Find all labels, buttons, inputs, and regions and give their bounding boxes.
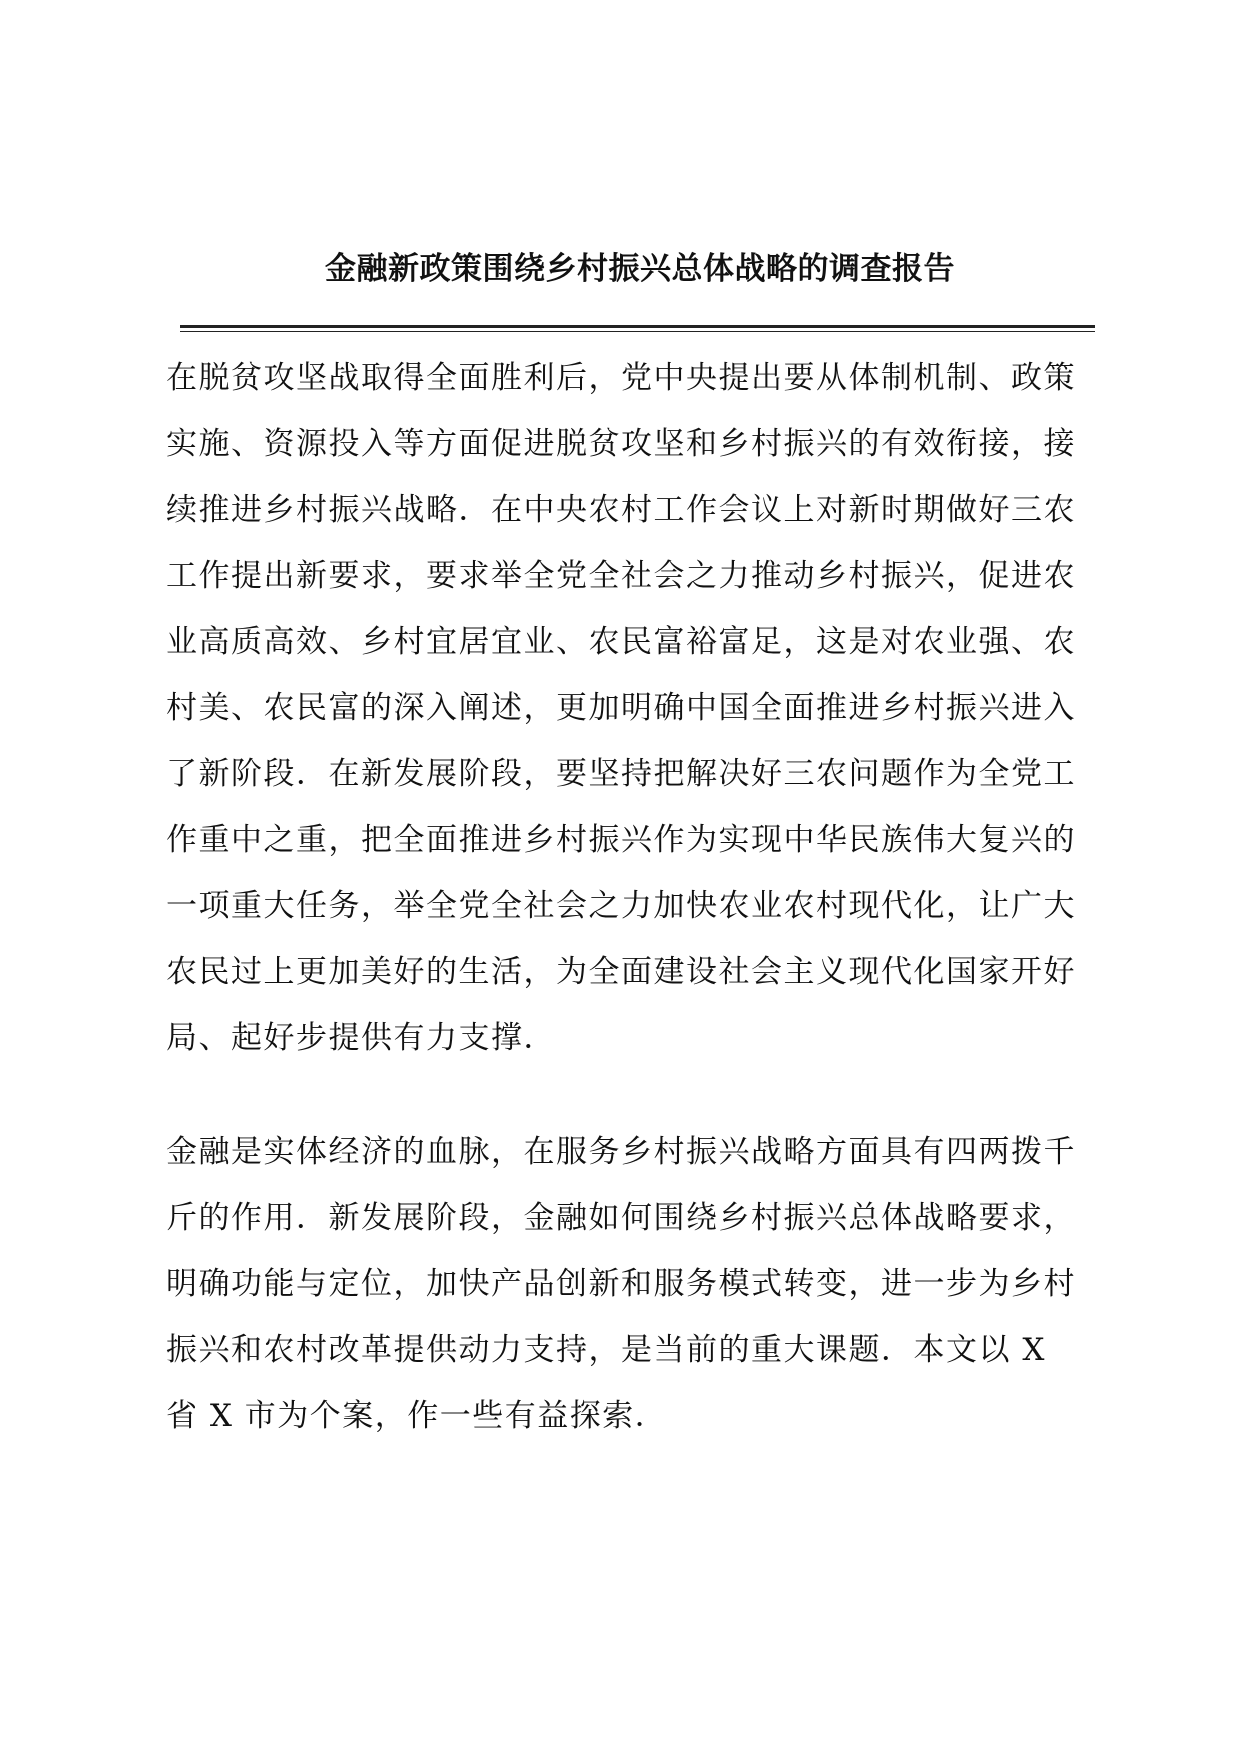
paragraph-1	[166, 345, 1096, 1071]
paragraph-line: 农民过上更加美好的生活，为全面建设社会主义现代化国家开好	[166, 954, 1076, 990]
paragraph-line: 村美、农民富的深入阐述，更加明确中国全面推进乡村振兴进入	[166, 690, 1076, 726]
paragraph-line: 局、起好步提供有力支撑．	[166, 1020, 556, 1056]
paragraph-line: 明确功能与定位，加快产品创新和服务模式转变，进一步为乡村	[166, 1266, 1076, 1302]
title-rule-thin	[180, 331, 1095, 332]
paragraph-line: 斤的作用．新发展阶段，金融如何围绕乡村振兴总体战略要求，	[166, 1200, 1076, 1236]
paragraph-line: 实施、资源投入等方面促进脱贫攻坚和乡村振兴的有效衔接，接	[166, 426, 1076, 462]
paragraph-line: 了新阶段．在新发展阶段，要坚持把解决好三农问题作为全党工	[166, 756, 1076, 792]
paragraph-line: 续推进乡村振兴战略．在中央农村工作会议上对新时期做好三农	[166, 492, 1076, 528]
paragraph-line: 业高质高效、乡村宜居宜业、农民富裕富足，这是对农业强、农	[166, 624, 1076, 660]
document-title: 金融新政策围绕乡村振兴总体战略的调查报告	[325, 251, 955, 287]
paragraph-line: 工作提出新要求，要求举全党全社会之力推动乡村振兴，促进农	[166, 558, 1076, 594]
paragraph-line: 省 X 市为个案，作一些有益探索．	[166, 1398, 668, 1434]
paragraph-line: 作重中之重，把全面推进乡村振兴作为实现中华民族伟大复兴的	[166, 822, 1076, 858]
paragraph-2	[166, 1119, 1096, 1449]
paragraph-line: 一项重大任务，举全党全社会之力加快农业农村现代化，让广大	[166, 888, 1076, 924]
paragraph-line: 金融是实体经济的血脉，在服务乡村振兴战略方面具有四两拨千	[166, 1134, 1076, 1170]
title-rule-thick	[180, 325, 1095, 328]
paragraph-line: 在脱贫攻坚战取得全面胜利后，党中央提出要从体制机制、政策	[166, 360, 1076, 396]
paragraph-line: 振兴和农村改革提供动力支持，是当前的重大课题．本文以 X	[166, 1332, 1046, 1368]
